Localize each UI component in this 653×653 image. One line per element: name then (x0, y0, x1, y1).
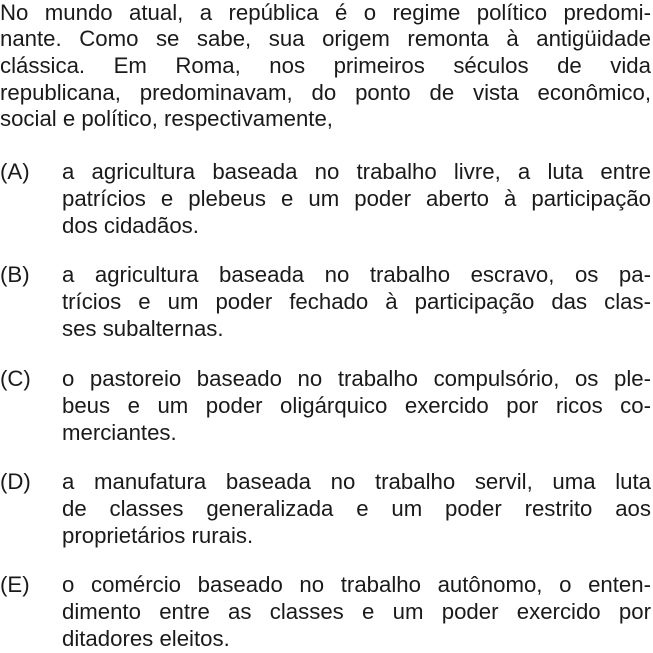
option-line: dos cidadãos. (62, 213, 199, 238)
option-line: patrícios e plebeus e um poder aberto à participação (62, 186, 651, 211)
option-letter: (D) (0, 469, 31, 494)
option-letter: (E) (0, 572, 30, 597)
stem-line: clássica. Em Roma, nos primeiros séculos de vida (0, 53, 651, 78)
option-line: proprietários rurais. (62, 523, 254, 548)
option-line: a agricultura baseada no trabalho escravo, os pa- (62, 262, 651, 287)
option-line: trícios e um poder fechado à participação das clas- (62, 289, 651, 314)
option-letter: (A) (0, 159, 30, 184)
option-line: a agricultura baseada no trabalho livre, a luta entre (62, 159, 651, 184)
stem-line: nante. Como se sabe, sua origem remonta à antigüidade (0, 26, 651, 51)
option-letter: (B) (0, 262, 30, 287)
option-line: ses subalternas. (62, 316, 224, 341)
option-line: a manufatura baseada no trabalho servil, uma luta (62, 469, 651, 494)
option-line: ditadores eleitos. (62, 626, 230, 651)
option-line: beus e um poder oligárquico exercido por ricos co- (62, 393, 651, 418)
stem-line: social e político, respectivamente, (0, 106, 333, 131)
option-letter: (C) (0, 366, 31, 391)
stem-line: republicana, predominavam, do ponto de vista econômico, (0, 80, 651, 105)
option-line: o comércio baseado no trabalho autônomo, o enten- (62, 572, 651, 597)
option-line: dimento entre as classes e um poder exercido por (62, 599, 651, 624)
stem-line: No mundo atual, a república é o regime político predomi- (0, 0, 651, 25)
option-line: de classes generalizada e um poder restrito aos (62, 496, 651, 521)
option-line: merciantes. (62, 420, 177, 445)
option-line: o pastoreio baseado no trabalho compulsório, os ple- (62, 366, 651, 391)
